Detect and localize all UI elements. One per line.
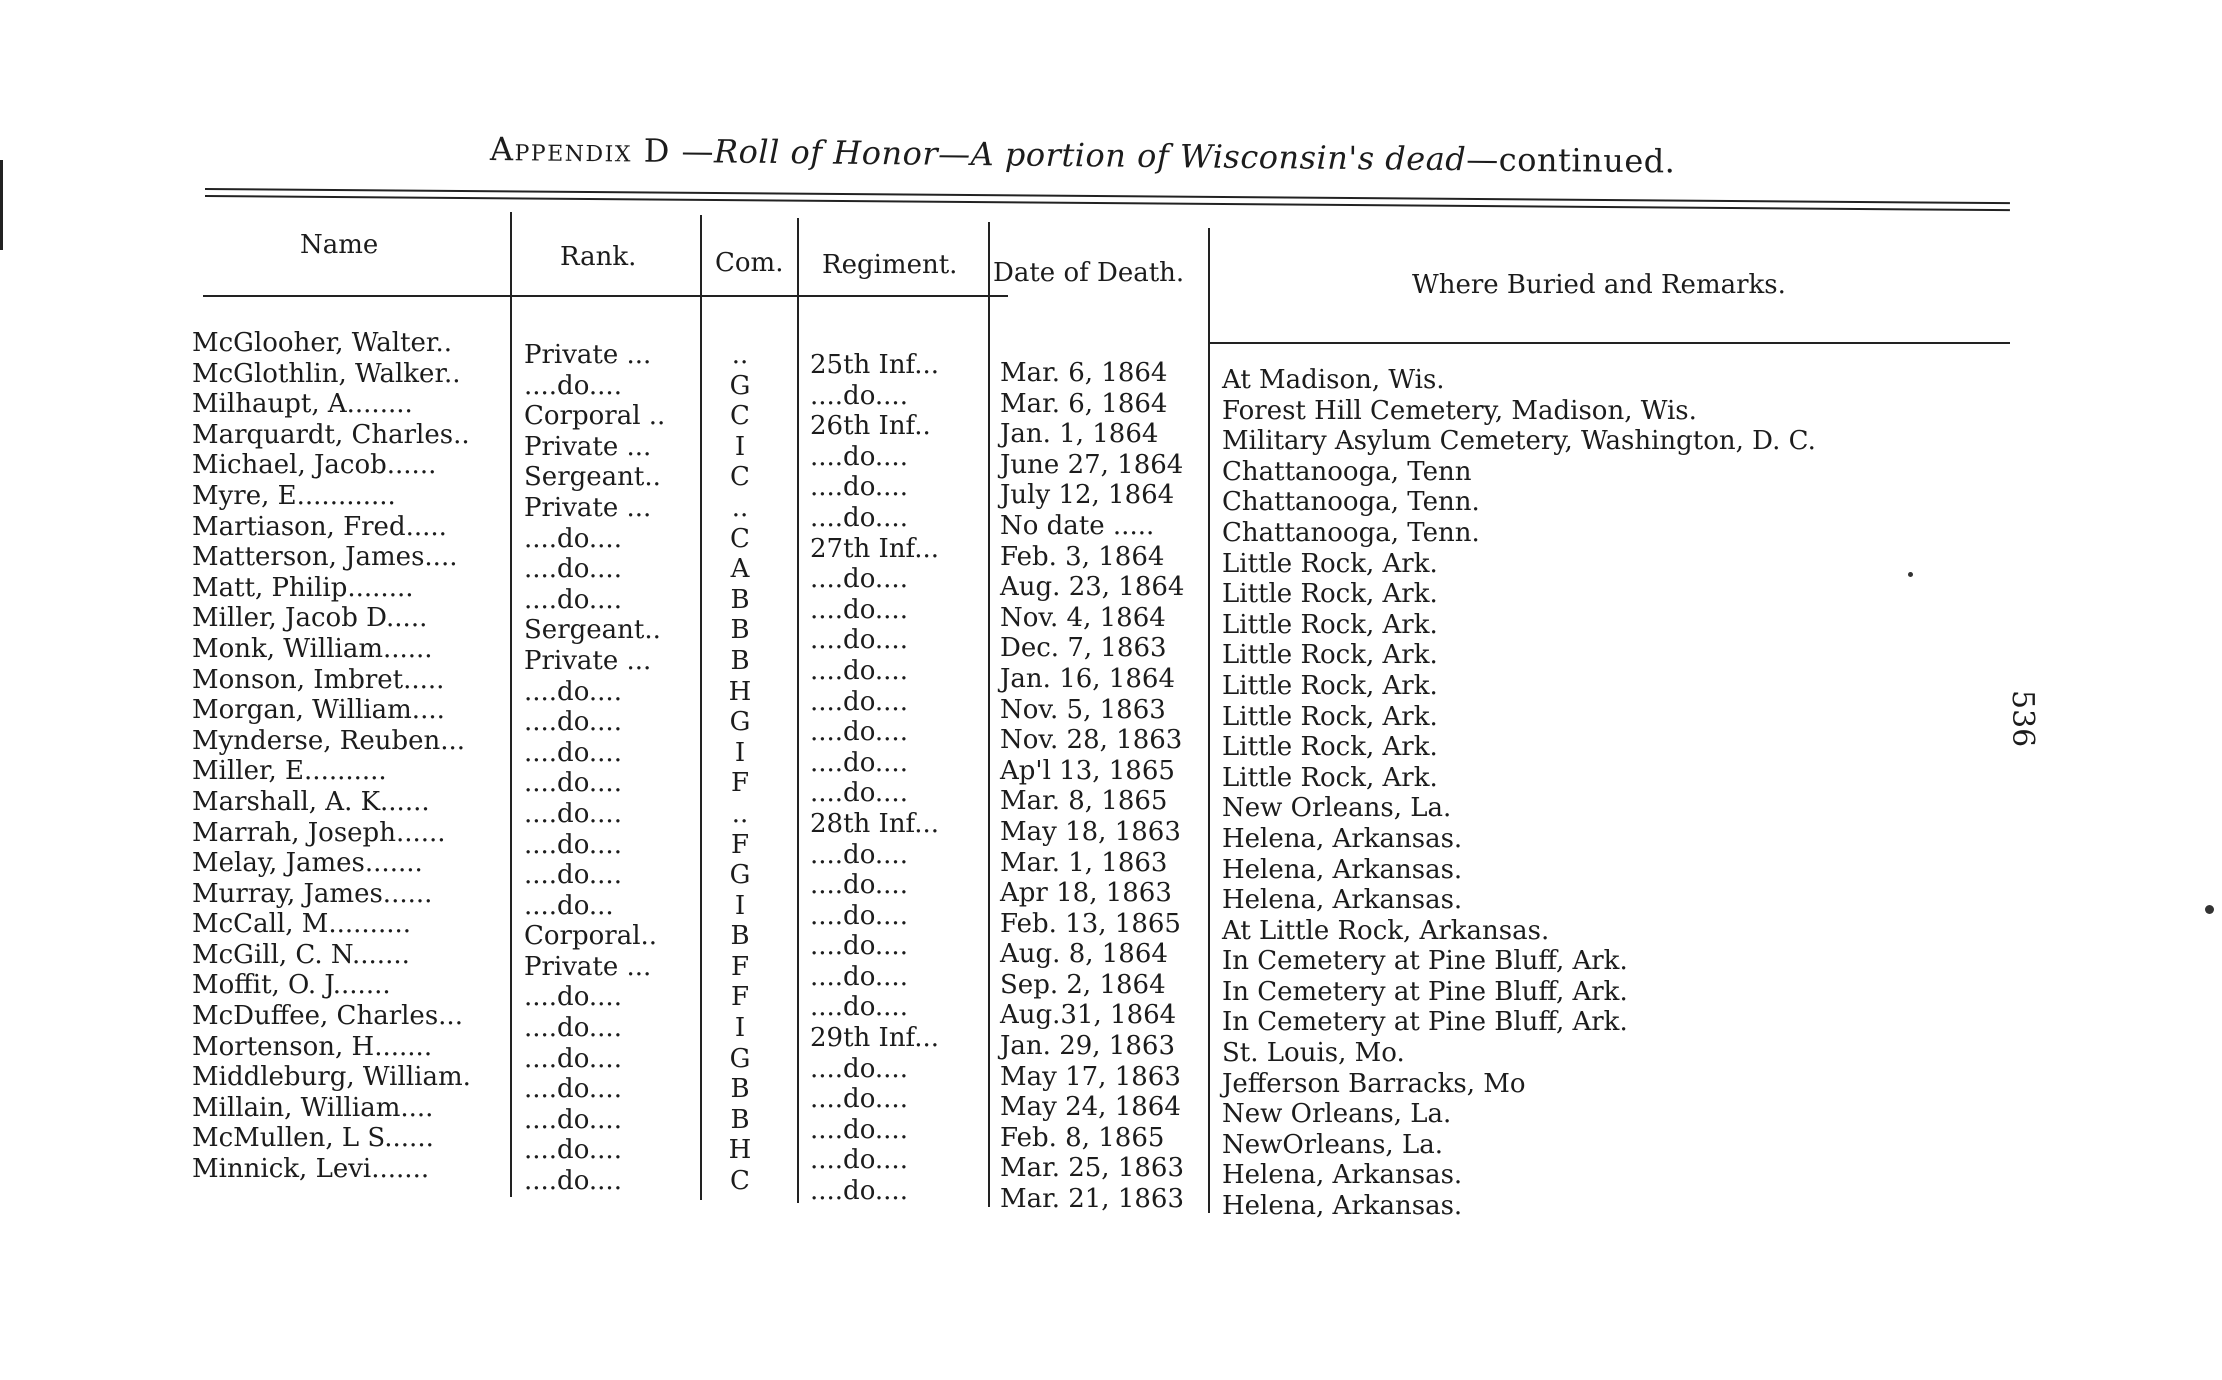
cell-name: Monk, William...... bbox=[192, 633, 433, 664]
cell-regiment: ....do.... bbox=[810, 1114, 908, 1145]
cell-date: July 12, 1864 bbox=[1000, 480, 1175, 511]
cell-where: In Cemetery at Pine Bluff, Ark. bbox=[1222, 946, 1628, 977]
cell-com: B bbox=[730, 645, 750, 676]
cell-com: .. bbox=[731, 798, 749, 829]
cell-date: Aug.31, 1864 bbox=[1000, 1000, 1177, 1031]
cell-date: Apr 18, 1863 bbox=[1000, 878, 1172, 909]
title-dash: — bbox=[670, 131, 715, 171]
column-rank bbox=[524, 340, 665, 1197]
cell-where: Military Asylum Cemetery, Washington, D. C. bbox=[1222, 426, 1816, 457]
cell-com: B bbox=[730, 615, 750, 646]
cell-regiment: 28th Inf... bbox=[810, 808, 940, 839]
cell-date: Dec. 7, 1863 bbox=[1000, 633, 1167, 664]
cell-date: Aug. 23, 1864 bbox=[1000, 572, 1185, 603]
cell-where: St. Louis, Mo. bbox=[1222, 1038, 1405, 1069]
cell-com: I bbox=[734, 431, 746, 462]
cell-regiment: ....do.... bbox=[810, 992, 908, 1023]
cell-name: Morgan, William.... bbox=[192, 695, 445, 726]
cell-where: Little Rock, Ark. bbox=[1222, 762, 1438, 793]
cell-name: Martiason, Fred..... bbox=[192, 511, 447, 542]
cell-where: Helena, Arkansas. bbox=[1222, 885, 1463, 916]
cell-com: I bbox=[734, 1013, 746, 1044]
cell-where: Little Rock, Ark. bbox=[1222, 579, 1438, 610]
cell-com: C bbox=[730, 462, 750, 493]
column-regiment bbox=[810, 350, 939, 1207]
cell-where: Helena, Arkansas. bbox=[1222, 854, 1463, 885]
cell-regiment: ....do.... bbox=[810, 1084, 908, 1115]
cell-date: Feb. 13, 1865 bbox=[1000, 908, 1181, 939]
cell-com: I bbox=[734, 737, 746, 768]
cell-regiment: ....do.... bbox=[810, 594, 908, 625]
cell-where: Little Rock, Ark. bbox=[1222, 548, 1438, 579]
cell-name: Marshall, A. K...... bbox=[192, 786, 430, 817]
cell-regiment: ....do.... bbox=[810, 625, 908, 656]
cell-com: F bbox=[730, 982, 750, 1013]
title-italic: Roll of Honor—A portion of Wisconsin's dead bbox=[713, 132, 1467, 179]
cell-rank: ....do.... bbox=[524, 554, 622, 585]
cell-regiment: ....do.... bbox=[810, 870, 908, 901]
cell-date: Jan. 29, 1863 bbox=[1000, 1031, 1175, 1062]
cell-where: Little Rock, Ark. bbox=[1222, 701, 1438, 732]
title-suffix: —continued. bbox=[1466, 140, 1676, 181]
cell-com: B bbox=[730, 584, 750, 615]
cell-rank: ....do... bbox=[524, 890, 614, 921]
cell-regiment: 25th Inf... bbox=[810, 350, 940, 380]
cell-where: Little Rock, Ark. bbox=[1222, 732, 1438, 763]
cell-where: Chattanooga, Tenn. bbox=[1222, 487, 1480, 518]
cell-rank: Corporal .. bbox=[524, 401, 666, 432]
cell-rank: ....do.... bbox=[524, 982, 622, 1013]
cell-rank: ....do.... bbox=[524, 768, 622, 799]
divider-date-where bbox=[1208, 228, 1210, 1213]
cell-rank: Private ... bbox=[524, 431, 652, 462]
divider-rank-com bbox=[700, 215, 702, 1200]
cell-rank: ....do.... bbox=[524, 829, 622, 860]
cell-name: McGlothlin, Walker.. bbox=[192, 358, 461, 389]
cell-date: Mar. 1, 1863 bbox=[1000, 847, 1168, 878]
cell-rank: ....do.... bbox=[524, 860, 622, 891]
cell-date: Nov. 4, 1864 bbox=[1000, 602, 1166, 633]
cell-where: In Cemetery at Pine Bluff, Ark. bbox=[1222, 976, 1628, 1007]
cell-regiment: ....do.... bbox=[810, 1145, 908, 1176]
column-com bbox=[715, 340, 765, 1197]
cell-regiment: ....do.... bbox=[810, 441, 908, 472]
header-com: Com. bbox=[715, 248, 784, 278]
page-number: 536 bbox=[2005, 690, 2040, 748]
cell-rank: ....do.... bbox=[524, 1074, 622, 1105]
cell-rank: ....do.... bbox=[524, 1013, 622, 1044]
cell-name: Millain, William.... bbox=[192, 1092, 434, 1123]
cell-date: Jan. 1, 1864 bbox=[1000, 419, 1159, 450]
cell-com: F bbox=[730, 951, 750, 982]
header-rule-left bbox=[203, 295, 1008, 297]
cell-com: H bbox=[728, 676, 752, 707]
cell-where: Helena, Arkansas. bbox=[1222, 1160, 1463, 1191]
cell-name: Mynderse, Reuben... bbox=[192, 725, 466, 756]
cell-where: In Cemetery at Pine Bluff, Ark. bbox=[1222, 1007, 1628, 1038]
cell-date: Sep. 2, 1864 bbox=[1000, 969, 1166, 1000]
cell-regiment: ....do.... bbox=[810, 931, 908, 962]
cell-regiment: ....do.... bbox=[810, 502, 908, 533]
header-regiment: Regiment. bbox=[822, 250, 958, 280]
cell-name: Michael, Jacob...... bbox=[192, 450, 437, 481]
cell-name: Melay, James....... bbox=[192, 848, 423, 879]
cell-name: Mortenson, H....... bbox=[192, 1031, 433, 1062]
cell-regiment: ....do.... bbox=[810, 778, 908, 809]
cell-where: New Orleans, La. bbox=[1222, 1099, 1452, 1130]
cell-regiment: ....do.... bbox=[810, 686, 908, 717]
cell-name: Marquardt, Charles.. bbox=[192, 419, 470, 450]
cell-com: A bbox=[730, 554, 750, 585]
cell-date: Aug. 8, 1864 bbox=[1000, 939, 1168, 970]
cell-regiment: ....do.... bbox=[810, 472, 908, 503]
cell-name: Matt, Philip........ bbox=[192, 572, 414, 603]
cell-rank: ....do.... bbox=[524, 1135, 622, 1166]
cell-name: Miller, E.......... bbox=[192, 756, 387, 787]
cell-rank: Private ... bbox=[524, 340, 652, 370]
title-rule-bottom bbox=[205, 195, 2010, 211]
cell-rank: ....do.... bbox=[524, 1043, 622, 1074]
cell-regiment: 26th Inf.. bbox=[810, 411, 931, 442]
cell-com: G bbox=[729, 707, 751, 738]
cell-rank: ....do.... bbox=[524, 676, 622, 707]
cell-com: G bbox=[729, 370, 751, 401]
cell-date: Ap'l 13, 1865 bbox=[1000, 755, 1175, 786]
cell-where: Little Rock, Ark. bbox=[1222, 609, 1438, 640]
cell-regiment: ....do.... bbox=[810, 1053, 908, 1084]
cell-rank: ....do.... bbox=[524, 737, 622, 768]
column-where bbox=[1222, 365, 1816, 1222]
header-rank: Rank. bbox=[560, 242, 637, 272]
cell-name: Matterson, James.... bbox=[192, 542, 458, 573]
cell-name: Milhaupt, A........ bbox=[192, 389, 413, 420]
cell-rank: ....do.... bbox=[524, 523, 622, 554]
header-rule-right bbox=[1210, 342, 2010, 344]
cell-where: New Orleans, La. bbox=[1222, 793, 1452, 824]
cell-name: McMullen, L S...... bbox=[192, 1123, 434, 1154]
cell-name: Marrah, Joseph...... bbox=[192, 817, 446, 848]
cell-name: Monson, Imbret..... bbox=[192, 664, 445, 695]
cell-where: Chattanooga, Tenn bbox=[1222, 456, 1472, 487]
cell-com: H bbox=[728, 1135, 752, 1166]
column-name bbox=[192, 328, 471, 1185]
cell-where: Chattanooga, Tenn. bbox=[1222, 517, 1480, 548]
cell-where: Helena, Arkansas. bbox=[1222, 823, 1463, 854]
cell-date: Nov. 5, 1863 bbox=[1000, 694, 1166, 725]
header-name: Name bbox=[300, 230, 379, 260]
cell-regiment: 29th Inf... bbox=[810, 1023, 940, 1054]
cell-rank: ....do.... bbox=[524, 1104, 622, 1135]
header-where: Where Buried and Remarks. bbox=[1412, 270, 1786, 300]
cell-date: May 17, 1863 bbox=[1000, 1061, 1181, 1092]
cell-com: F bbox=[730, 829, 750, 860]
cell-date: June 27, 1864 bbox=[1000, 449, 1184, 480]
cell-regiment: ....do.... bbox=[810, 839, 908, 870]
cell-com: C bbox=[730, 523, 750, 554]
cell-rank: ....do.... bbox=[524, 707, 622, 738]
cell-regiment: ....do.... bbox=[810, 717, 908, 748]
cell-rank: Corporal.. bbox=[524, 921, 658, 952]
cell-date: Nov. 28, 1863 bbox=[1000, 725, 1183, 756]
cell-where: At Little Rock, Arkansas. bbox=[1222, 915, 1550, 946]
cell-com: .. bbox=[731, 340, 749, 370]
cell-where: Forest Hill Cemetery, Madison, Wis. bbox=[1222, 395, 1697, 426]
cell-com: B bbox=[730, 921, 750, 952]
cell-name: Moffit, O. J....... bbox=[192, 970, 391, 1001]
cell-name: Murray, James...... bbox=[192, 878, 433, 909]
header-date: Date of Death. bbox=[993, 258, 1185, 288]
cell-where: Jefferson Barracks, Mo bbox=[1222, 1068, 1526, 1099]
cell-com: B bbox=[730, 1104, 750, 1135]
cell-rank: Private ... bbox=[524, 492, 652, 523]
cell-com: C bbox=[730, 401, 750, 432]
cell-regiment: ....do.... bbox=[810, 747, 908, 778]
cell-date: Feb. 3, 1864 bbox=[1000, 541, 1165, 572]
cell-regiment: ....do.... bbox=[810, 655, 908, 686]
divider-name-rank bbox=[510, 212, 512, 1197]
cell-rank: ....do.... bbox=[524, 370, 622, 401]
cell-date: Mar. 6, 1864 bbox=[1000, 388, 1168, 419]
cell-rank: Private ... bbox=[524, 645, 652, 676]
title-prefix: Appendix D bbox=[489, 130, 672, 170]
cell-com: B bbox=[730, 1074, 750, 1105]
cell-where: Little Rock, Ark. bbox=[1222, 640, 1438, 671]
cell-date: Feb. 8, 1865 bbox=[1000, 1122, 1165, 1153]
column-date bbox=[1000, 358, 1184, 1215]
cell-where: NewOrleans, La. bbox=[1222, 1129, 1443, 1160]
cell-name: Middleburg, William. bbox=[192, 1062, 471, 1093]
cell-com: G bbox=[729, 1043, 751, 1074]
cell-rank: Private ... bbox=[524, 951, 652, 982]
cell-com: C bbox=[730, 1166, 750, 1197]
cell-rank: ....do.... bbox=[524, 798, 622, 829]
cell-date: Mar. 21, 1863 bbox=[1000, 1184, 1185, 1215]
cell-rank: Sergeant.. bbox=[524, 615, 661, 646]
cell-name: Miller, Jacob D..... bbox=[192, 603, 428, 634]
cell-date: May 18, 1863 bbox=[1000, 816, 1181, 847]
cell-where: At Madison, Wis. bbox=[1222, 365, 1445, 395]
page-title bbox=[490, 130, 1790, 182]
ink-spot bbox=[2205, 905, 2214, 914]
divider-regiment-date bbox=[988, 222, 990, 1207]
cell-where: Little Rock, Ark. bbox=[1222, 670, 1438, 701]
page-edge-mark bbox=[0, 160, 3, 250]
cell-date: Mar. 8, 1865 bbox=[1000, 786, 1168, 817]
cell-com: .. bbox=[731, 492, 749, 523]
cell-regiment: ....do.... bbox=[810, 961, 908, 992]
cell-name: McGlooher, Walter.. bbox=[192, 328, 453, 358]
cell-regiment: 27th Inf... bbox=[810, 533, 940, 564]
divider-com-regiment bbox=[797, 218, 799, 1203]
cell-where: Helena, Arkansas. bbox=[1222, 1191, 1463, 1222]
cell-date: Mar. 25, 1863 bbox=[1000, 1153, 1185, 1184]
cell-rank: ....do.... bbox=[524, 584, 622, 615]
cell-regiment: ....do.... bbox=[810, 380, 908, 411]
cell-date: Mar. 6, 1864 bbox=[1000, 358, 1168, 388]
cell-date: No date ..... bbox=[1000, 510, 1155, 541]
cell-name: McCall, M.......... bbox=[192, 909, 412, 940]
cell-name: Myre, E............ bbox=[192, 480, 396, 511]
cell-regiment: ....do.... bbox=[810, 564, 908, 595]
cell-name: McDuffee, Charles... bbox=[192, 1001, 463, 1032]
cell-date: Jan. 16, 1864 bbox=[1000, 663, 1175, 694]
cell-com: G bbox=[729, 860, 751, 891]
cell-name: Minnick, Levi....... bbox=[192, 1154, 430, 1185]
cell-com: F bbox=[730, 768, 750, 799]
cell-regiment: ....do.... bbox=[810, 900, 908, 931]
cell-rank: Sergeant.. bbox=[524, 462, 661, 493]
ink-speck bbox=[1908, 572, 1913, 577]
cell-rank: ....do.... bbox=[524, 1166, 622, 1197]
cell-regiment: ....do.... bbox=[810, 1176, 908, 1207]
cell-name: McGill, C. N....... bbox=[192, 939, 410, 970]
cell-com: I bbox=[734, 890, 746, 921]
cell-date: May 24, 1864 bbox=[1000, 1092, 1181, 1123]
